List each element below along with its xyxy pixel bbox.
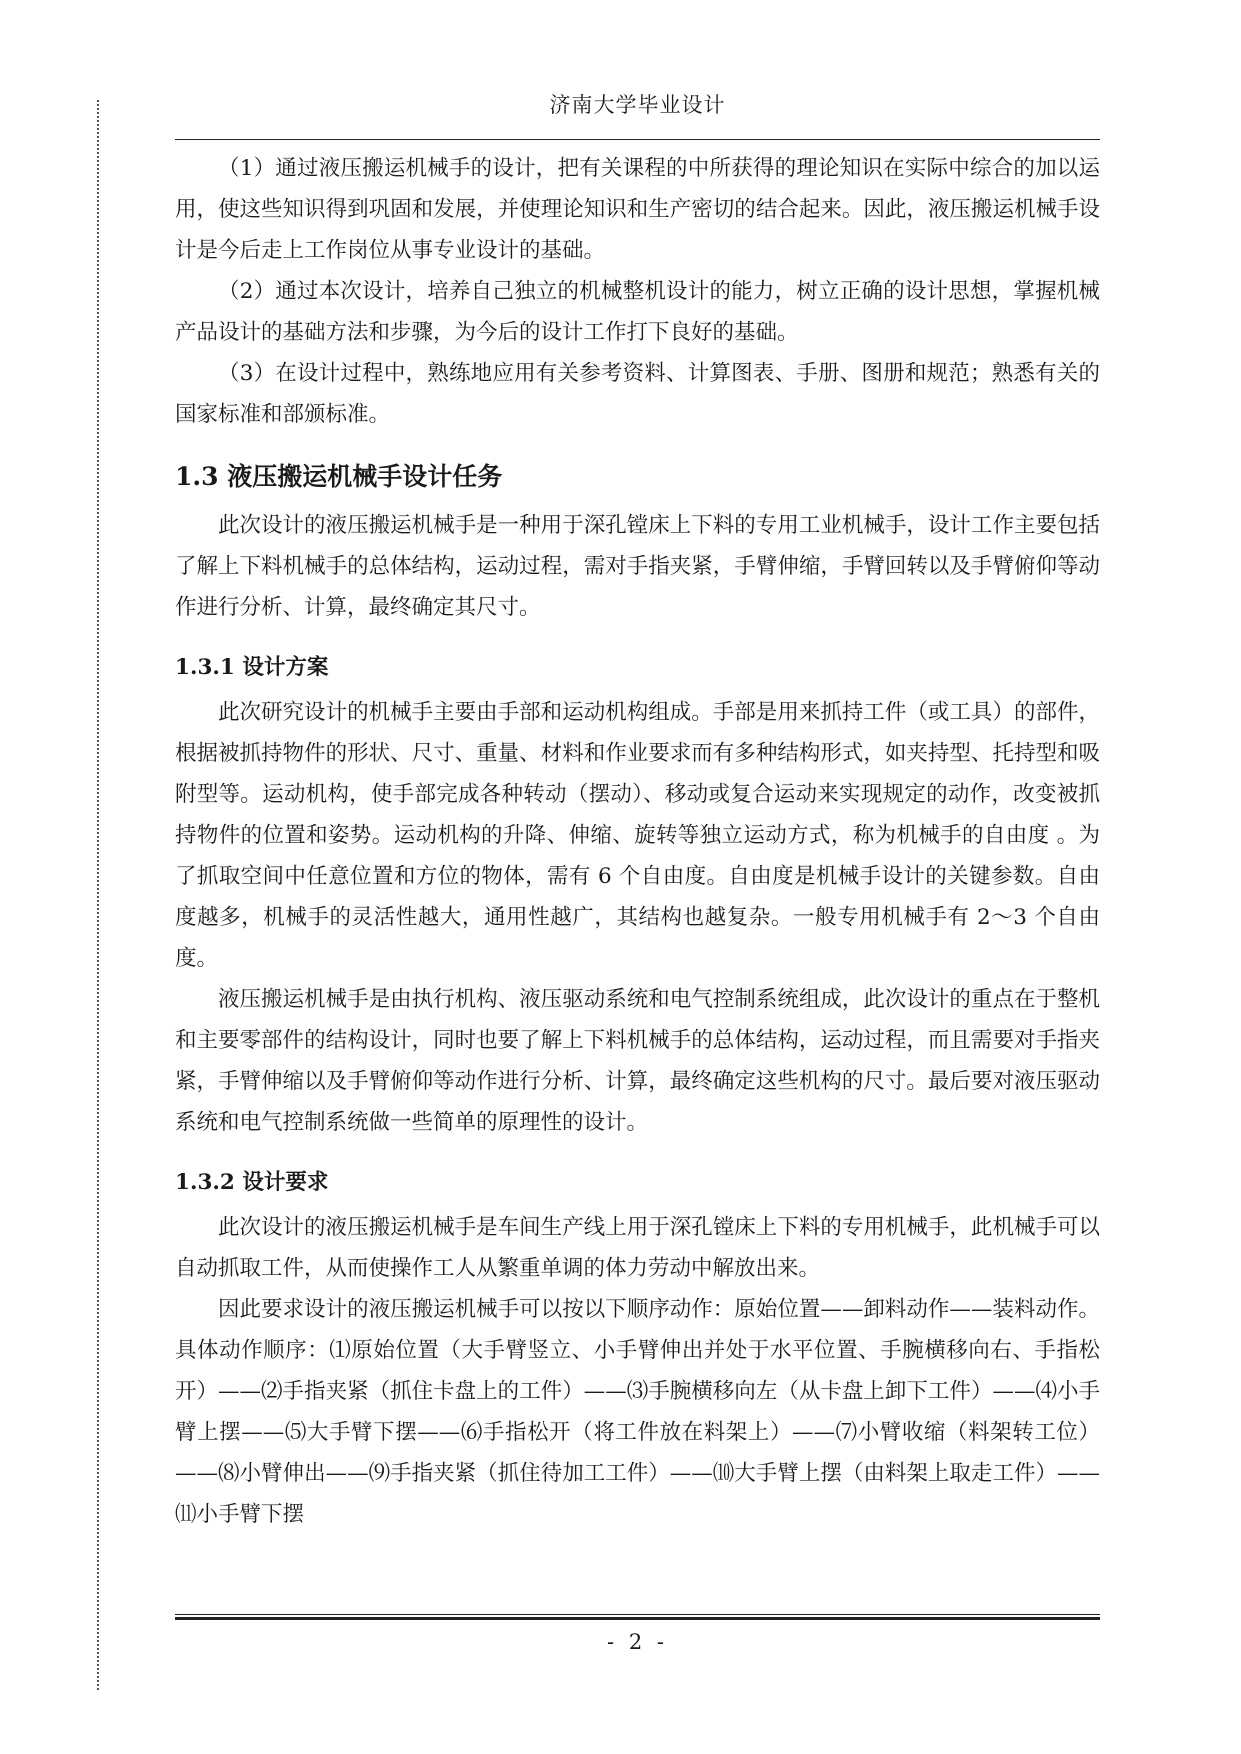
intro-paragraph-2: （2）通过本次设计，培养自己独立的机械整机设计的能力，树立正确的设计思想，掌握机械产品设计的基础方法和步骤，为今后的设计工作打下良好的基础。	[175, 279, 1100, 345]
intro-paragraph-3: （3）在设计过程中，熟练地应用有关参考资料、计算图表、手册、图册和规范；熟悉有关的国家标准和部颁标准。	[175, 361, 1100, 427]
page-number: - 2 -	[607, 1630, 668, 1654]
section-heading-1-3: 1.3 液压搬运机械手设计任务	[175, 462, 503, 491]
section-1-3-1-paragraph-1: 此次研究设计的机械手主要由手部和运动机构组成。手部是用来抓持工件（或工具）的部件，根据被抓持物件的形状、尺寸、重量、材料和作业要求而有多种结构形式，如夹持型、托持型和吸附型等。运动机构，使手部完成各种转动（摆动）、移动或复合运动来实现规定的动作，改变被抓持物件的位置和姿势。运动机构的升降、伸缩、旋转等独立运动方式，称为机械手的自由度 。为了抓取空间中任意位置和方位的物体，需有 6 个自由度。自由度是机械手设计的关键参数。自由度越多，机械手的灵活性越大，通用性越广，其结构也越复杂。一般专用机械手有 2～3 个自由度。	[175, 700, 1100, 971]
section-1-3-1-paragraph-2: 液压搬运机械手是由执行机构、液压驱动系统和电气控制系统组成，此次设计的重点在于整机和主要零部件的结构设计，同时也要了解上下料机械手的总体结构，运动过程，而且需要对手指夹紧，手臂伸缩以及手臂俯仰等动作进行分析、计算，最终确定这些机构的尺寸。最后要对液压驱动系统和电气控制系统做一些简单的原理性的设计。	[175, 987, 1100, 1135]
intro-paragraph-1: （1）通过液压搬运机械手的设计，把有关课程的中所获得的理论知识在实际中综合的加以运用，使这些知识得到巩固和发展，并使理论知识和生产密切的结合起来。因此，液压搬运机械手设计是今后走上工作岗位从事专业设计的基础。	[175, 156, 1100, 263]
section-1-3-paragraph: 此次设计的液压搬运机械手是一种用于深孔镗床上下料的专用工业机械手，设计工作主要包括了解上下料机械手的总体结构，运动过程，需对手指夹紧，手臂伸缩，手臂回转以及手臂俯仰等动作进行分析、计算，最终确定其尺寸。	[175, 513, 1100, 620]
footer-rule	[175, 1614, 1100, 1620]
footer-rule-thin	[175, 1614, 1100, 1615]
header-title: 济南大学毕业设计	[549, 93, 726, 117]
binding-margin-line	[97, 100, 99, 1690]
section-heading-1-3-2: 1.3.2 设计要求	[175, 1170, 329, 1195]
footer-rule-thick	[175, 1617, 1100, 1620]
section-1-3-2-paragraph-1: 此次设计的液压搬运机械手是车间生产线上用于深孔镗床上下料的专用机械手，此机械手可以自动抓取工件，从而使操作工人从繁重单调的体力劳动中解放出来。	[175, 1215, 1100, 1281]
page-header	[175, 83, 1100, 140]
page-content	[175, 148, 1100, 1535]
section-1-3-2-paragraph-2: 因此要求设计的液压搬运机械手可以按以下顺序动作：原始位置——卸料动作——装料动作。具体动作顺序：⑴原始位置（大手臂竖立、小手臂伸出并处于水平位置、手腕横移向右、手指松开）——⑵手指夹紧（抓住卡盘上的工件）——⑶手腕横移向左（从卡盘上卸下工件）——⑷小手臂上摆——⑸大手臂下摆——⑹手指松开（将工件放在料架上）——⑺小臂收缩（料架转工位）——⑻小臂伸出——⑼手指夹紧（抓住待加工工件）——⑽大手臂上摆（由料架上取走工件）——⑾小手臂下摆	[175, 1297, 1100, 1527]
section-heading-1-3-1: 1.3.1 设计方案	[175, 655, 329, 680]
